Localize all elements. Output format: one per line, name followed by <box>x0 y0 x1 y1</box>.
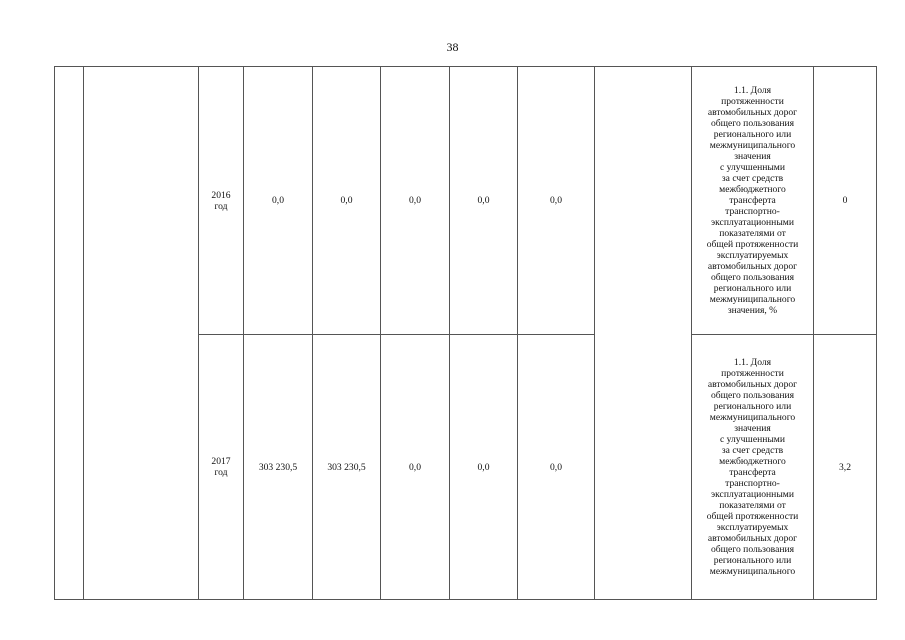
year-word: год <box>214 200 228 212</box>
value-cell: 0,0 <box>244 67 313 335</box>
indicator-cell <box>692 67 814 335</box>
indicator-line: эксплуатационными <box>711 489 794 500</box>
indicator-line: эксплуатационными <box>711 217 794 228</box>
indicator-line: общей протяженности <box>706 239 799 250</box>
indicator-line: автомобильных дорог <box>707 261 798 272</box>
value-cell: 0,0 <box>450 335 518 600</box>
indicator-line: показателями от <box>719 500 786 511</box>
indicator-line: 1.1. Доля <box>733 85 772 96</box>
indicator-line: межмуниципального <box>709 566 796 577</box>
indicator-text <box>692 85 813 316</box>
indicator-line: значения <box>734 423 771 434</box>
value-cell: 0,0 <box>518 335 595 600</box>
indicator-line: межбюджетного <box>719 184 786 195</box>
value-cell: 0,0 <box>450 67 518 335</box>
indicator-value-cell: 0 <box>814 67 877 335</box>
indicator-line: общего пользования <box>710 118 795 129</box>
indicator-line: межмуниципального <box>709 412 796 423</box>
value-cell: 0,0 <box>518 67 595 335</box>
indicator-line: значения <box>734 151 771 162</box>
indicator-line: транспортно- <box>725 478 780 489</box>
indicator-line: общего пользования <box>710 544 795 555</box>
indicator-line: общего пользования <box>710 272 795 283</box>
indicator-line: протяженности <box>721 368 784 379</box>
value-cell: 0,0 <box>381 67 450 335</box>
indicator-cell <box>692 335 814 600</box>
year-number: 2016 <box>211 189 231 201</box>
indicator-text <box>692 357 813 577</box>
indicator-line: регионального или <box>713 555 792 566</box>
indicator-value-cell: 3,2 <box>814 335 877 600</box>
budget-table <box>54 66 877 600</box>
indicator-line: трансферта <box>729 467 776 478</box>
page-number: 38 <box>446 40 459 54</box>
value-cell: 303 230,5 <box>244 335 313 600</box>
indicator-line: транспортно- <box>725 206 780 217</box>
indicator-line: автомобильных дорог <box>707 533 798 544</box>
indicator-line: значения, % <box>727 305 778 316</box>
value-cell: 0,0 <box>313 67 381 335</box>
indicator-line: общего пользования <box>710 390 795 401</box>
table-row <box>55 67 877 335</box>
indicator-line: автомобильных дорог <box>707 379 798 390</box>
indicator-line: 1.1. Доля <box>733 357 772 368</box>
indicator-line: с улучшенными <box>719 434 785 445</box>
indicator-line: трансферта <box>729 195 776 206</box>
indicator-line: автомобильных дорог <box>707 107 798 118</box>
indicator-line: эксплуатируемых <box>716 522 789 533</box>
indicator-line: регионального или <box>713 401 792 412</box>
indicator-line: межбюджетного <box>719 456 786 467</box>
value-cell: 0,0 <box>381 335 450 600</box>
year-cell <box>199 335 244 600</box>
year-word: год <box>214 467 228 478</box>
indicator-line: регионального или <box>713 283 792 294</box>
indicator-line: общей протяженности <box>706 511 799 522</box>
indicator-line: за счет средств <box>721 445 784 456</box>
indicator-line: межмуниципального <box>709 294 796 305</box>
indicator-line: за счет средств <box>721 173 784 184</box>
number-cell <box>55 67 84 600</box>
empty-cell <box>595 67 692 600</box>
year-number: 2017 <box>211 456 231 467</box>
indicator-line: протяженности <box>721 96 784 107</box>
value-cell: 303 230,5 <box>313 335 381 600</box>
indicator-line: эксплуатируемых <box>716 250 789 261</box>
year-cell <box>199 67 244 335</box>
name-cell <box>84 67 199 600</box>
indicator-line: с улучшенными <box>719 162 785 173</box>
indicator-line: межмуниципального <box>709 140 796 151</box>
indicator-line: показателями от <box>719 228 786 239</box>
indicator-line: регионального или <box>713 129 792 140</box>
